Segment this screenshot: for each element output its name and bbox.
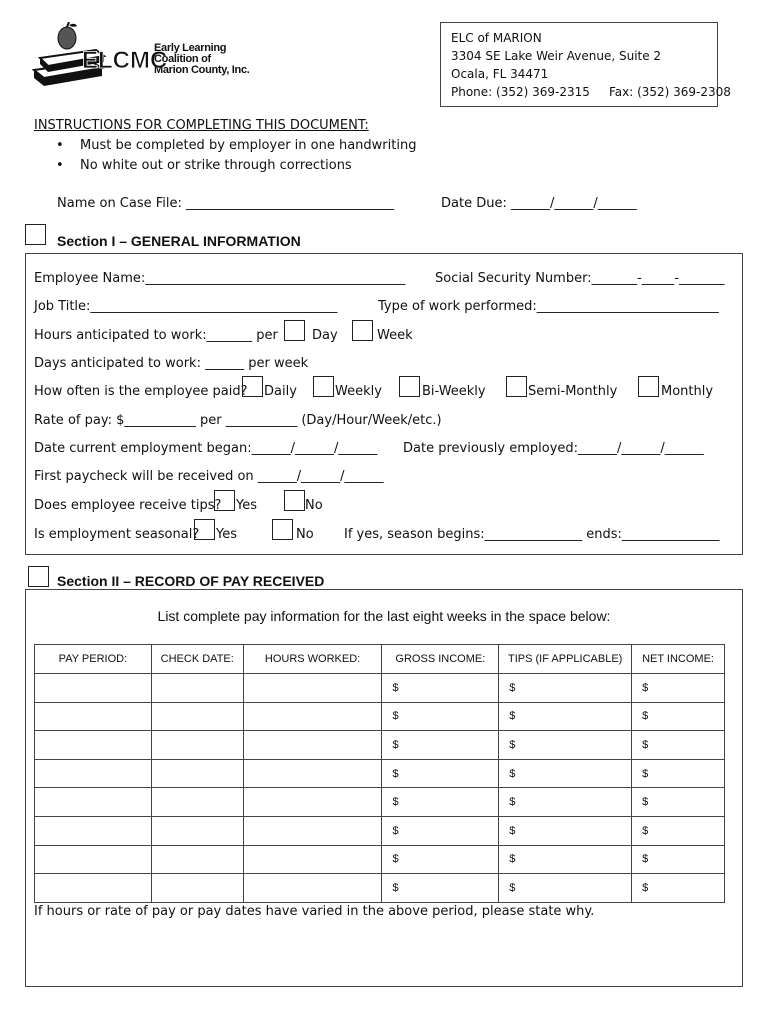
table-row — [35, 731, 725, 760]
column-header: GROSS INCOME: — [382, 645, 499, 674]
rate-of-pay-field[interactable]: Rate of pay: $___________ per ___________ (Day/Hour/Week/etc.) — [34, 413, 442, 428]
case-name-field[interactable]: Name on Case File: ________________________________ — [57, 196, 395, 211]
date-previously-employed-field[interactable]: Date previously employed:______/______/______ — [403, 441, 704, 456]
section1-title: Section I – GENERAL INFORMATION — [57, 233, 301, 249]
logo-name-line: Marion County, Inc. — [154, 64, 250, 76]
table-cell[interactable]: $ — [499, 702, 632, 731]
table-cell[interactable] — [35, 874, 152, 903]
table-cell[interactable] — [35, 702, 152, 731]
date-began-field[interactable]: Date current employment began:______/______/______ — [34, 441, 378, 456]
week-checkbox[interactable] — [352, 320, 373, 341]
table-cell[interactable] — [243, 874, 382, 903]
table-cell[interactable] — [151, 788, 243, 817]
job-title-field[interactable]: Job Title:______________________________________ — [34, 299, 338, 314]
table-row — [35, 788, 725, 817]
logo-name — [154, 43, 250, 76]
biweekly-label: Bi-Weekly — [422, 384, 486, 399]
daily-checkbox[interactable] — [242, 376, 263, 397]
table-cell[interactable] — [151, 674, 243, 703]
table-cell[interactable]: $ — [499, 674, 632, 703]
tips-no-checkbox[interactable] — [284, 490, 305, 511]
table-cell[interactable] — [151, 845, 243, 874]
table-cell[interactable] — [243, 845, 382, 874]
section2-subtitle: List complete pay information for the last eight weeks in the space below: — [157, 608, 611, 624]
table-cell[interactable]: $ — [382, 674, 499, 703]
day-checkbox[interactable] — [284, 320, 305, 341]
table-cell[interactable]: $ — [632, 674, 725, 703]
table-cell[interactable] — [35, 788, 152, 817]
table-cell[interactable] — [151, 702, 243, 731]
table-cell[interactable] — [35, 759, 152, 788]
table-cell[interactable]: $ — [632, 788, 725, 817]
table-cell[interactable] — [243, 788, 382, 817]
table-cell[interactable]: $ — [632, 874, 725, 903]
table-cell[interactable] — [243, 674, 382, 703]
table-cell[interactable] — [35, 674, 152, 703]
table-cell[interactable]: $ — [499, 788, 632, 817]
semimonthly-checkbox[interactable] — [506, 376, 527, 397]
table-cell[interactable]: $ — [499, 816, 632, 845]
season-dates-field[interactable]: If yes, season begins:_______________ ends:_______________ — [344, 527, 720, 542]
table-cell[interactable]: $ — [632, 759, 725, 788]
table-cell[interactable]: $ — [382, 731, 499, 760]
instruction-bullet — [58, 158, 352, 173]
days-anticipated-field[interactable]: Days anticipated to work: ______ per week — [34, 356, 309, 371]
table-row — [35, 816, 725, 845]
pay-record-table — [34, 644, 725, 903]
instruction-bullet — [58, 138, 416, 153]
table-cell[interactable]: $ — [499, 759, 632, 788]
table-cell[interactable]: $ — [499, 874, 632, 903]
address-phone: Phone: (352) 369-2315 Fax: (352) 369-2308 — [451, 85, 731, 99]
tips-no-label: No — [305, 498, 323, 513]
table-cell[interactable]: $ — [382, 759, 499, 788]
table-row — [35, 674, 725, 703]
table-cell[interactable] — [35, 816, 152, 845]
section2-title: Section II – RECORD OF PAY RECEIVED — [57, 573, 325, 589]
table-cell[interactable]: $ — [382, 816, 499, 845]
address-city: Ocala, FL 34471 — [451, 67, 549, 81]
instruction-text: No white out or strike through corrections — [80, 158, 352, 173]
instructions-title: INSTRUCTIONS FOR COMPLETING THIS DOCUMENT: — [34, 118, 369, 133]
table-cell[interactable]: $ — [632, 702, 725, 731]
table-cell[interactable] — [151, 816, 243, 845]
seasonal-no-label: No — [296, 527, 314, 542]
logo-name-line: Coalition of — [154, 53, 211, 65]
seasonal-yes-label: Yes — [216, 527, 237, 542]
table-cell[interactable] — [243, 816, 382, 845]
seasonal-label: Is employment seasonal? — [34, 527, 200, 542]
table-cell[interactable]: $ — [632, 845, 725, 874]
monthly-checkbox[interactable] — [638, 376, 659, 397]
tips-yes-label: Yes — [236, 498, 257, 513]
table-cell[interactable] — [243, 759, 382, 788]
weekly-checkbox[interactable] — [313, 376, 334, 397]
table-cell[interactable] — [243, 731, 382, 760]
employee-name-field[interactable]: Employee Name:________________________________________ — [34, 271, 406, 286]
paid-frequency-label: How often is the employee paid? — [34, 384, 248, 399]
week-label: Week — [377, 328, 413, 343]
day-label: Day — [312, 328, 338, 343]
column-header: PAY PERIOD: — [35, 645, 152, 674]
ssn-field[interactable]: Social Security Number:_______-_____-_______ — [435, 271, 725, 286]
tips-label: Does employee receive tips? — [34, 498, 222, 513]
table-cell[interactable]: $ — [382, 788, 499, 817]
section1-checkbox[interactable] — [25, 224, 46, 245]
date-due-field[interactable]: Date Due: ______/______/______ — [441, 196, 637, 211]
table-cell[interactable] — [35, 845, 152, 874]
table-cell[interactable] — [151, 731, 243, 760]
table-cell[interactable]: $ — [499, 731, 632, 760]
table-row — [35, 845, 725, 874]
address-org: ELC of MARION — [451, 31, 542, 45]
table-row — [35, 874, 725, 903]
table-header-row — [35, 645, 725, 674]
table-cell[interactable]: $ — [382, 845, 499, 874]
table-row — [35, 702, 725, 731]
address-street: 3304 SE Lake Weir Avenue, Suite 2 — [451, 49, 662, 63]
section2-checkbox[interactable] — [28, 566, 49, 587]
weekly-label: Weekly — [335, 384, 382, 399]
table-cell[interactable]: $ — [382, 874, 499, 903]
column-header: NET INCOME: — [632, 645, 725, 674]
daily-label: Daily — [264, 384, 297, 399]
address-box — [440, 22, 731, 107]
column-header: CHECK DATE: — [151, 645, 243, 674]
column-header: TIPS (IF APPLICABLE) — [499, 645, 632, 674]
table-cell[interactable]: $ — [632, 731, 725, 760]
semimonthly-label: Semi-Monthly — [528, 384, 618, 399]
table-cell[interactable] — [243, 702, 382, 731]
table-cell[interactable] — [151, 874, 243, 903]
instruction-text: Must be completed by employer in one handwriting — [80, 138, 417, 153]
logo-name-line: Early Learning — [154, 42, 227, 54]
hours-anticipated-field[interactable]: Hours anticipated to work:_______ per — [34, 328, 278, 343]
table-cell[interactable]: $ — [382, 702, 499, 731]
seasonal-no-checkbox[interactable] — [272, 519, 293, 540]
table-row — [35, 759, 725, 788]
type-of-work-field[interactable]: Type of work performed:____________________________ — [378, 299, 719, 314]
first-paycheck-field[interactable]: First paycheck will be received on ______/______/______ — [34, 469, 384, 484]
table-cell[interactable] — [35, 731, 152, 760]
monthly-label: Monthly — [661, 384, 714, 399]
tips-yes-checkbox[interactable] — [214, 490, 235, 511]
table-cell[interactable]: $ — [499, 845, 632, 874]
table-cell[interactable] — [151, 759, 243, 788]
column-header: HOURS WORKED: — [243, 645, 382, 674]
logo-acronym: ELCMC — [82, 47, 168, 74]
seasonal-yes-checkbox[interactable] — [194, 519, 215, 540]
table-cell[interactable]: $ — [632, 816, 725, 845]
biweekly-checkbox[interactable] — [399, 376, 420, 397]
section2-footer: If hours or rate of pay or pay dates have varied in the above period, please state why. — [34, 904, 595, 919]
